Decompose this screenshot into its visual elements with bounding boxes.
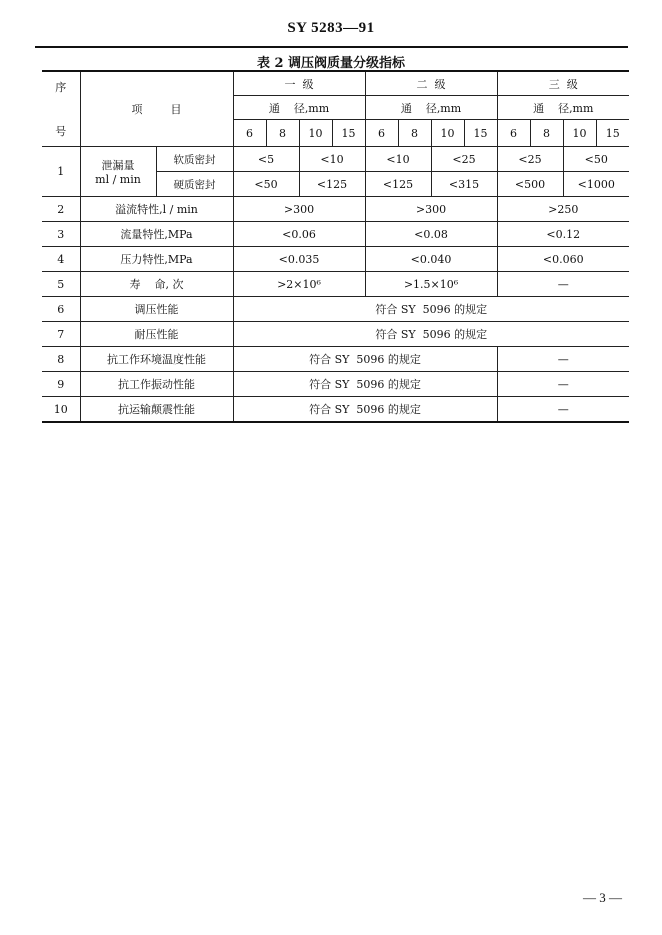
row-item: 调压性能 bbox=[80, 297, 233, 322]
cell-value: <50 bbox=[233, 172, 299, 197]
table-row bbox=[42, 372, 629, 397]
row-item: 溢流特性,l / min bbox=[80, 197, 233, 222]
row-item: 寿 命, 次 bbox=[80, 272, 233, 297]
table-row bbox=[42, 147, 629, 172]
g3-diameter-15: 15 bbox=[596, 120, 629, 147]
row-number: 4 bbox=[42, 247, 80, 272]
grade-2-header: 二 级 bbox=[365, 71, 497, 96]
item-header: 项 目 bbox=[80, 71, 233, 147]
table-row bbox=[42, 272, 629, 297]
grade-1-diameter-label: 通 径,mm bbox=[233, 96, 365, 120]
g1-diameter-10: 10 bbox=[299, 120, 332, 147]
g3-diameter-10: 10 bbox=[563, 120, 596, 147]
row-item: 压力特性,MPa bbox=[80, 247, 233, 272]
g1-diameter-6: 6 bbox=[233, 120, 266, 147]
leakage-unit: ml / min bbox=[95, 173, 141, 186]
g2-diameter-15: 15 bbox=[464, 120, 497, 147]
row-number: 10 bbox=[42, 397, 80, 423]
grade-3-header: 三 级 bbox=[497, 71, 629, 96]
cell-value: <0.060 bbox=[497, 247, 629, 272]
cell-value: <500 bbox=[497, 172, 563, 197]
cell-value: <25 bbox=[497, 147, 563, 172]
grade-1-header: 一 级 bbox=[233, 71, 365, 96]
cell-value: <0.06 bbox=[233, 222, 365, 247]
cell-value: <315 bbox=[431, 172, 497, 197]
table-row bbox=[42, 247, 629, 272]
table-row bbox=[42, 297, 629, 322]
cell-value: <25 bbox=[431, 147, 497, 172]
row-item: 流量特性,MPa bbox=[80, 222, 233, 247]
leakage-label: 泄漏量 bbox=[101, 159, 135, 172]
g3-diameter-8: 8 bbox=[530, 120, 563, 147]
g3-diameter-6: 6 bbox=[497, 120, 530, 147]
cell-value: — bbox=[497, 347, 629, 372]
cell-value: <125 bbox=[365, 172, 431, 197]
g2-diameter-8: 8 bbox=[398, 120, 431, 147]
cell-value: >250 bbox=[497, 197, 629, 222]
row-item-leakage bbox=[80, 147, 156, 197]
standard-code: SY 5283—91 bbox=[287, 20, 375, 36]
table-row bbox=[42, 222, 629, 247]
row-number: 5 bbox=[42, 272, 80, 297]
seq-header-bottom: 号 bbox=[55, 125, 67, 138]
row-item: 抗工作振动性能 bbox=[80, 372, 233, 397]
cell-value: 符合 SY 5096 的规定 bbox=[233, 297, 629, 322]
row-number: 2 bbox=[42, 197, 80, 222]
row-number: 3 bbox=[42, 222, 80, 247]
row-number: 6 bbox=[42, 297, 80, 322]
quality-grade-table bbox=[42, 70, 629, 423]
cell-value: <0.12 bbox=[497, 222, 629, 247]
header-rule bbox=[35, 46, 628, 48]
cell-value: 符合 SY 5096 的规定 bbox=[233, 347, 497, 372]
cell-value: >300 bbox=[233, 197, 365, 222]
cell-value: — bbox=[497, 272, 629, 297]
cell-value: <5 bbox=[233, 147, 299, 172]
table-row bbox=[42, 347, 629, 372]
cell-value: <0.035 bbox=[233, 247, 365, 272]
cell-value: <1000 bbox=[563, 172, 629, 197]
soft-seal-label: 软质密封 bbox=[156, 147, 233, 172]
cell-value: >1.5×10⁶ bbox=[365, 272, 497, 297]
row-number: 9 bbox=[42, 372, 80, 397]
row-item: 抗运输颠震性能 bbox=[80, 397, 233, 423]
page-number: — 3 — bbox=[583, 890, 622, 905]
row-item: 抗工作环境温度性能 bbox=[80, 347, 233, 372]
cell-value: >2×10⁶ bbox=[233, 272, 365, 297]
cell-value: 符合 SY 5096 的规定 bbox=[233, 372, 497, 397]
g1-diameter-15: 15 bbox=[332, 120, 365, 147]
cell-value: <125 bbox=[299, 172, 365, 197]
g1-diameter-8: 8 bbox=[266, 120, 299, 147]
cell-value: 符合 SY 5096 的规定 bbox=[233, 397, 497, 423]
grade-3-diameter-label: 通 径,mm bbox=[497, 96, 629, 120]
seq-header-top: 序 bbox=[55, 81, 67, 94]
table-caption: 表 2 调压阀质量分级指标 bbox=[256, 56, 406, 71]
table-row bbox=[42, 322, 629, 347]
row-number: 7 bbox=[42, 322, 80, 347]
g2-diameter-10: 10 bbox=[431, 120, 464, 147]
row-item: 耐压性能 bbox=[80, 322, 233, 347]
cell-value: <10 bbox=[299, 147, 365, 172]
grade-2-diameter-label: 通 径,mm bbox=[365, 96, 497, 120]
cell-value: <0.040 bbox=[365, 247, 497, 272]
hard-seal-label: 硬质密封 bbox=[156, 172, 233, 197]
seq-header bbox=[42, 71, 80, 147]
cell-value: <50 bbox=[563, 147, 629, 172]
cell-value: — bbox=[497, 397, 629, 423]
row-number: 8 bbox=[42, 347, 80, 372]
cell-value: <10 bbox=[365, 147, 431, 172]
cell-value: >300 bbox=[365, 197, 497, 222]
cell-value: — bbox=[497, 372, 629, 397]
table-row bbox=[42, 397, 629, 423]
table-row bbox=[42, 197, 629, 222]
g2-diameter-6: 6 bbox=[365, 120, 398, 147]
cell-value: <0.08 bbox=[365, 222, 497, 247]
row-number: 1 bbox=[42, 147, 80, 197]
cell-value: 符合 SY 5096 的规定 bbox=[233, 322, 629, 347]
